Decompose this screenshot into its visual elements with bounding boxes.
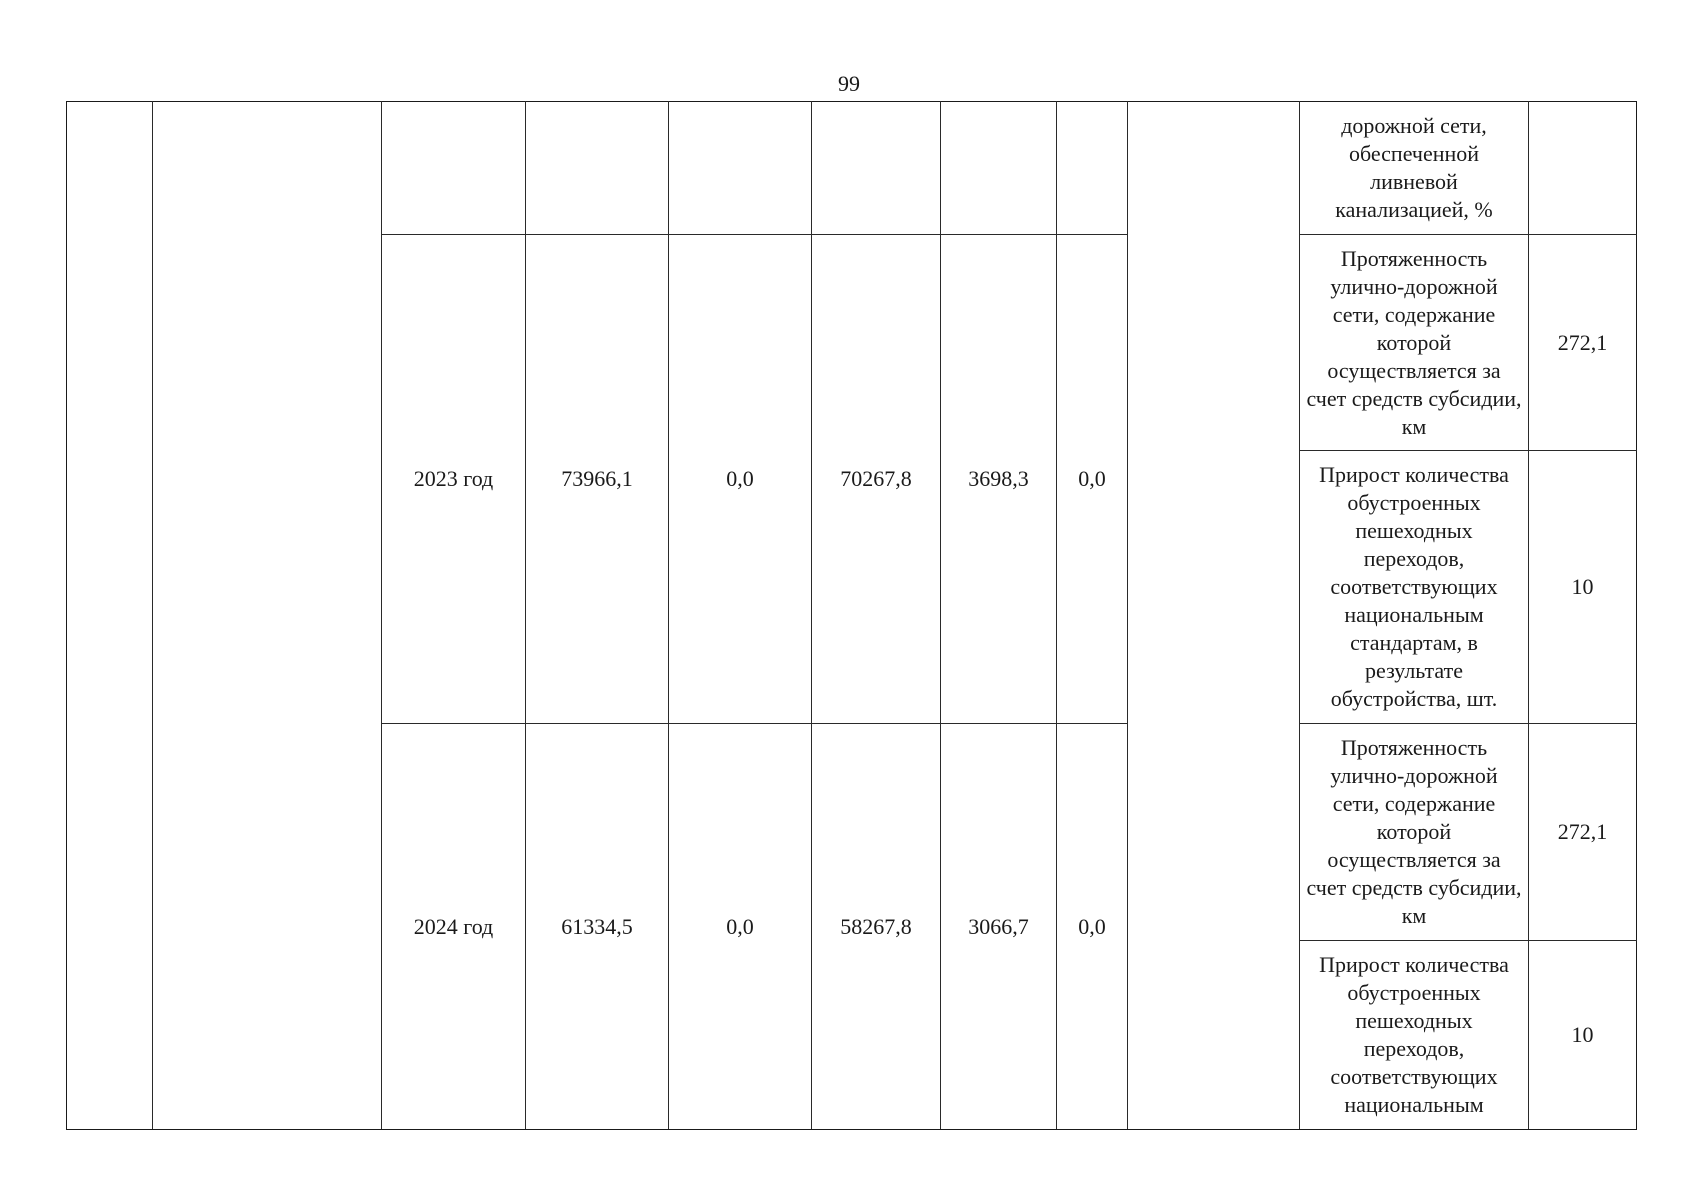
page-number: 99 bbox=[838, 71, 860, 96]
indicator-name-cell bbox=[1300, 724, 1529, 941]
indicator-value-cell: 10 bbox=[1529, 941, 1637, 1130]
budget-indicators-table bbox=[66, 101, 1637, 1130]
federal-budget-cell: 0,0 bbox=[669, 724, 812, 1130]
year-cell: 2023 год bbox=[382, 235, 526, 724]
number-cell bbox=[67, 102, 153, 1130]
regional-budget-cell: 58267,8 bbox=[812, 724, 941, 1130]
year-cell bbox=[382, 102, 526, 235]
local-budget-cell: 3698,3 bbox=[941, 235, 1057, 724]
local-budget-cell bbox=[941, 102, 1057, 235]
total-cell: 61334,5 bbox=[526, 724, 669, 1130]
total-cell bbox=[526, 102, 669, 235]
indicator-value-cell: 272,1 bbox=[1529, 235, 1637, 451]
indicator-name-cell bbox=[1300, 235, 1529, 451]
activity-name-cell bbox=[153, 102, 382, 1130]
regional-budget-cell: 70267,8 bbox=[812, 235, 941, 724]
total-cell: 73966,1 bbox=[526, 235, 669, 724]
indicator-name-cell bbox=[1300, 941, 1529, 1130]
indicator-name: Протяженность улично-дорожной сети, содержание которой осуществляется за счет средств субсидии, км bbox=[1306, 735, 1522, 928]
indicator-name-cell bbox=[1300, 102, 1529, 235]
indicator-name: Протяженность улично-дорожной сети, содержание которой осуществляется за счет средств субсидии, км bbox=[1306, 245, 1522, 439]
federal-budget-cell: 0,0 bbox=[669, 235, 812, 724]
indicator-name: Прирост количества обустроенных пешеходных переходов, соответствующих национальным стандартам, в результате обустройства, шт. bbox=[1319, 462, 1509, 711]
other-sources-cell: 0,0 bbox=[1057, 235, 1128, 724]
federal-budget-cell bbox=[669, 102, 812, 235]
indicator-value-cell bbox=[1529, 102, 1637, 235]
indicator-name: дорожной сети, обеспеченной ливневой канализацией, % bbox=[1335, 113, 1493, 222]
indicator-name-cell bbox=[1300, 451, 1529, 724]
indicator-value-cell: 10 bbox=[1529, 451, 1637, 724]
local-budget-cell: 3066,7 bbox=[941, 724, 1057, 1130]
indicator-value-cell: 272,1 bbox=[1529, 724, 1637, 941]
year-cell: 2024 год bbox=[382, 724, 526, 1130]
other-sources-cell: 0,0 bbox=[1057, 724, 1128, 1130]
regional-budget-cell bbox=[812, 102, 941, 235]
executor-cell bbox=[1128, 102, 1300, 1130]
other-sources-cell bbox=[1057, 102, 1128, 235]
table-row bbox=[67, 102, 1637, 235]
indicator-name: Прирост количества обустроенных пешеходных переходов, соответствующих национальным bbox=[1319, 952, 1509, 1117]
